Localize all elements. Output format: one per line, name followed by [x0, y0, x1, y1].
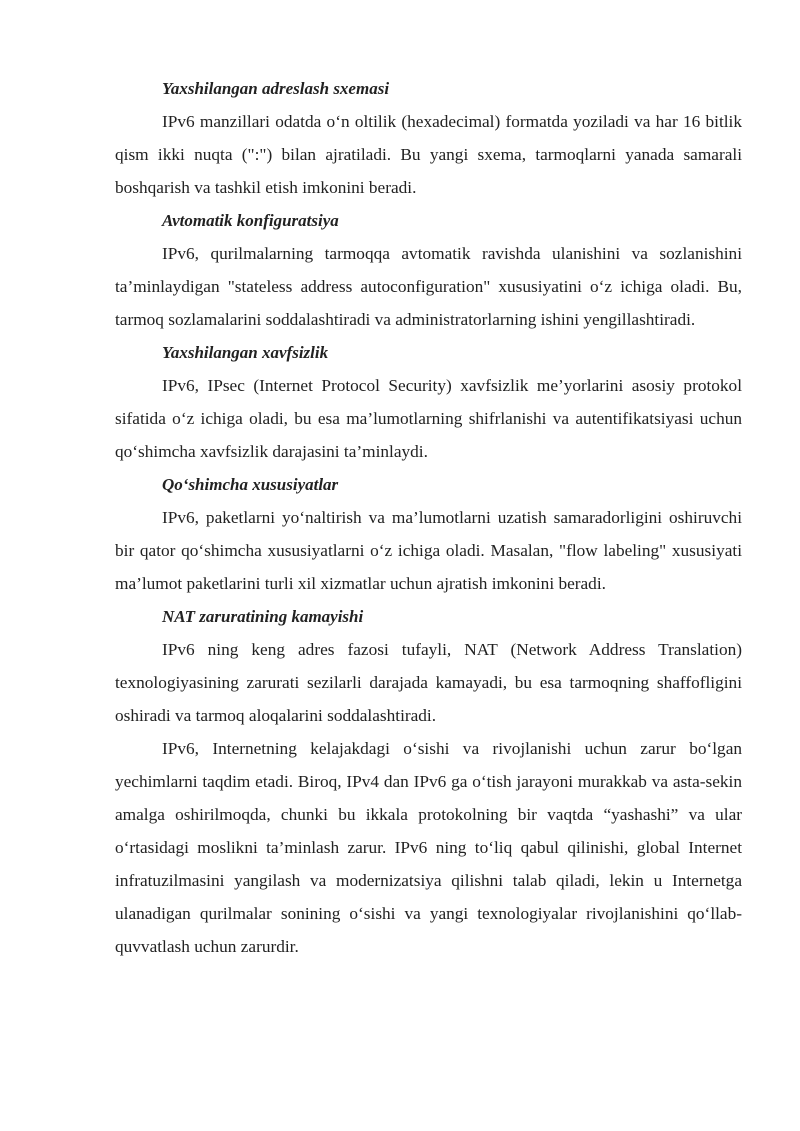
section-heading-extra-features: Qo‘shimcha xususiyatlar — [162, 475, 339, 494]
section-heading-nat: NAT zaruratining kamayishi — [162, 607, 364, 626]
section-paragraph-extra-features: IPv6, paketlarni yo‘naltirish va ma’lumotlarni uzatish samaradorligini oshiruvchi bir qator qo‘shimcha xususiyatlarni o‘z ichiga oladi. Masalan, "flow labeling" xususiyati ma’lumot paketlarini turli xil xizmatlar uchun ajratish imkonini beradi. — [115, 508, 742, 593]
section-heading-addressing: Yaxshilangan adreslash sxemasi — [162, 79, 390, 98]
conclusion-paragraph: IPv6, Internetning kelajakdagi o‘sishi va rivojlanishi uchun zarur bo‘lgan yechimlarni taqdim etadi. Biroq, IPv4 dan IPv6 ga o‘tish jarayoni murakkab va asta-sekin amalga oshirilmoqda, chunki bu ikkala protokolning bir vaqtda “yashashi” va ular o‘rtasidagi moslikni ta’minlash zarur. IPv6 ning to‘liq qabul qilinishi, global Internet infratuzilmasini yangilash va modernizatsiya qilishni talab qiladi, lekin u Internetga ulanadigan qurilmalar sonining o‘sishi va yangi texnologiyalar rivojlanishini qo‘llab-quvvatlash uchun zarurdir. — [115, 739, 742, 956]
section-paragraph-security: IPv6, IPsec (Internet Protocol Security) xavfsizlik me’yorlarini asosiy protokol sifatida o‘z ichiga oladi, bu esa ma’lumotlarning shifrlanishi va autentifikatsiyasi uchun qo‘shimcha xavfsizlik darajasini ta’minlaydi. — [115, 376, 742, 461]
section-heading-security: Yaxshilangan xavfsizlik — [162, 343, 329, 362]
section-paragraph-addressing: IPv6 manzillari odatda o‘n oltilik (hexadecimal) formatda yoziladi va har 16 bitlik qism ikki nuqta (":") bilan ajratiladi. Bu yangi sxema, tarmoqlarni yanada samarali boshqarish va tashkil etish imkonini beradi. — [115, 112, 742, 197]
section-heading-autoconfiguration: Avtomatik konfiguratsiya — [162, 211, 339, 230]
document-page — [115, 72, 742, 963]
section-paragraph-autoconfiguration: IPv6, qurilmalarning tarmoqqa avtomatik ravishda ulanishini va sozlanishini ta’minlaydigan "stateless address autoconfiguration" xususiyatini o‘z ichiga oladi. Bu, tarmoq sozlamalarini soddalashtiradi va administratorlarning ishini yengillashtiradi. — [115, 244, 742, 329]
section-paragraph-nat: IPv6 ning keng adres fazosi tufayli, NAT (Network Address Translation) texnologiyasining zarurati sezilarli darajada kamayadi, bu esa tarmoqning shaffofligini oshiradi va tarmoq aloqalarini soddalashtiradi. — [115, 640, 742, 725]
